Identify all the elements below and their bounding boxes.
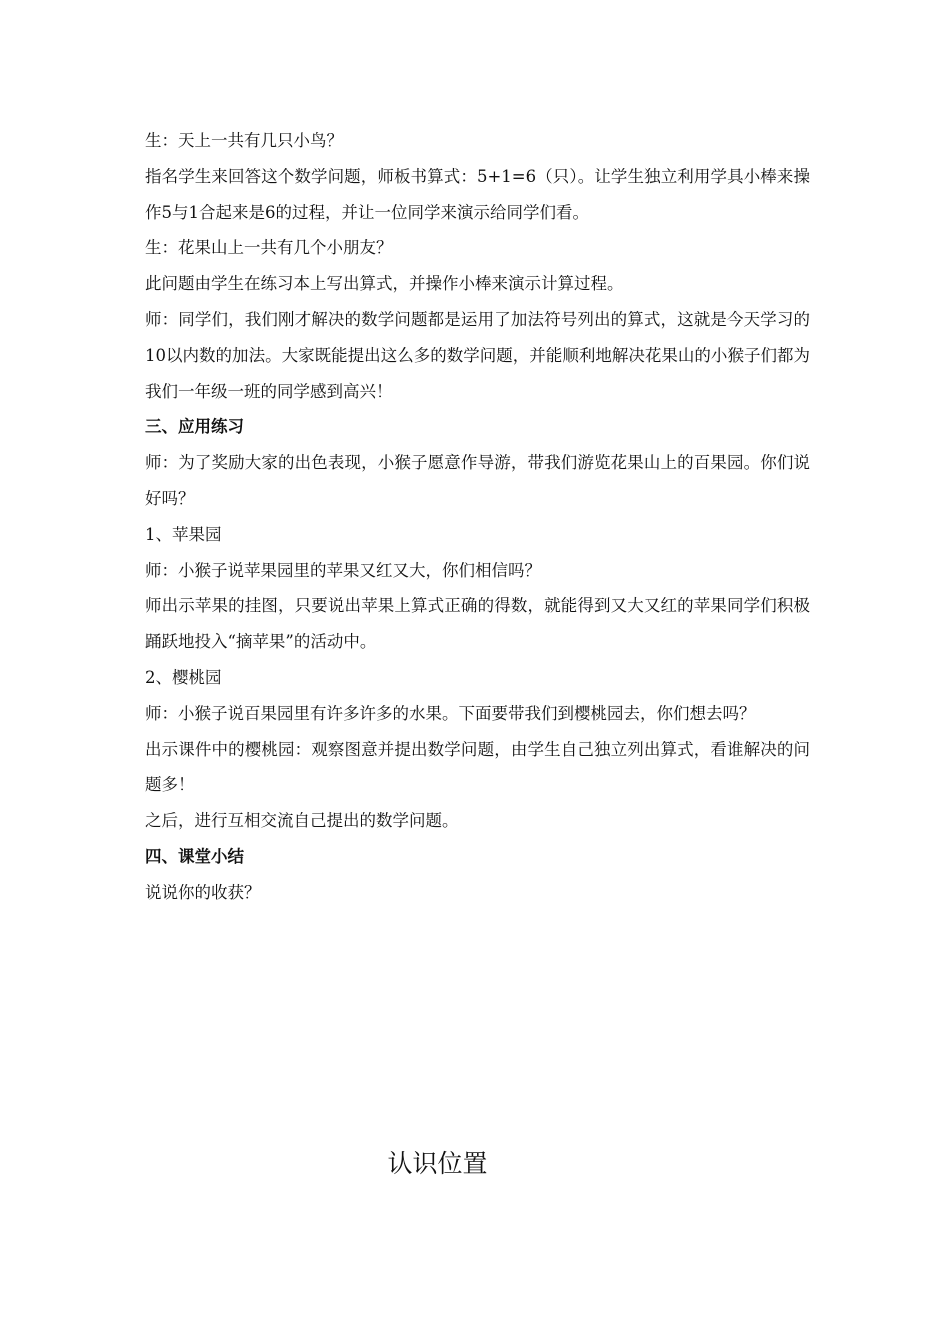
paragraph: 指名学生来回答这个数学问题，师板书算式：5+1=6（只）。让学生独立利用学具小棒来操作5与1合起来是6的过程，并让一位同学来演示给同学们看。 [145, 166, 810, 222]
paragraph: 2、樱桃园 [145, 667, 222, 687]
paragraph: 师出示苹果的挂图，只要说出苹果上算式正确的得数，就能得到又大又红的苹果同学们积极踊跃地投入“摘苹果”的活动中。 [145, 596, 810, 652]
lesson-title: 认识位置 [387, 1149, 488, 1178]
paragraph: 出示课件中的樱桃园：观察图意并提出数学问题，由学生自己独立列出算式，看谁解决的问题多！ [145, 739, 810, 795]
paragraph: 1、苹果园 [145, 524, 222, 544]
paragraph: 师：同学们，我们刚才解决的数学问题都是运用了加法符号列出的算式，这就是今天学习的10以内数的加法。大家既能提出这么多的数学问题，并能顺利地解决花果山的小猴子们都为我们一年级一班的同学感到高兴！ [145, 309, 810, 401]
section-heading: 三、应用练习 [145, 417, 244, 437]
paragraph: 生：花果山上一共有几个小朋友？ [145, 238, 393, 258]
paragraph: 生：天上一共有几只小鸟？ [145, 131, 343, 150]
document-body [145, 123, 810, 911]
section-heading: 四、课堂小结 [145, 846, 244, 866]
paragraph: 师：小猴子说百果园里有许多许多的水果。下面要带我们到樱桃园去，你们想去吗？ [145, 703, 756, 723]
paragraph: 此问题由学生在练习本上写出算式，并操作小棒来演示计算过程。 [145, 274, 624, 294]
paragraph: 之后，进行互相交流自己提出的数学问题。 [145, 811, 459, 831]
paragraph: 师：小猴子说苹果园里的苹果又红又大，你们相信吗？ [145, 560, 541, 580]
paragraph: 师：为了奖励大家的出色表现，小猴子愿意作导游，带我们游览花果山上的百果园。你们说好吗？ [145, 453, 810, 508]
paragraph: 说说你的收获？ [145, 882, 261, 902]
